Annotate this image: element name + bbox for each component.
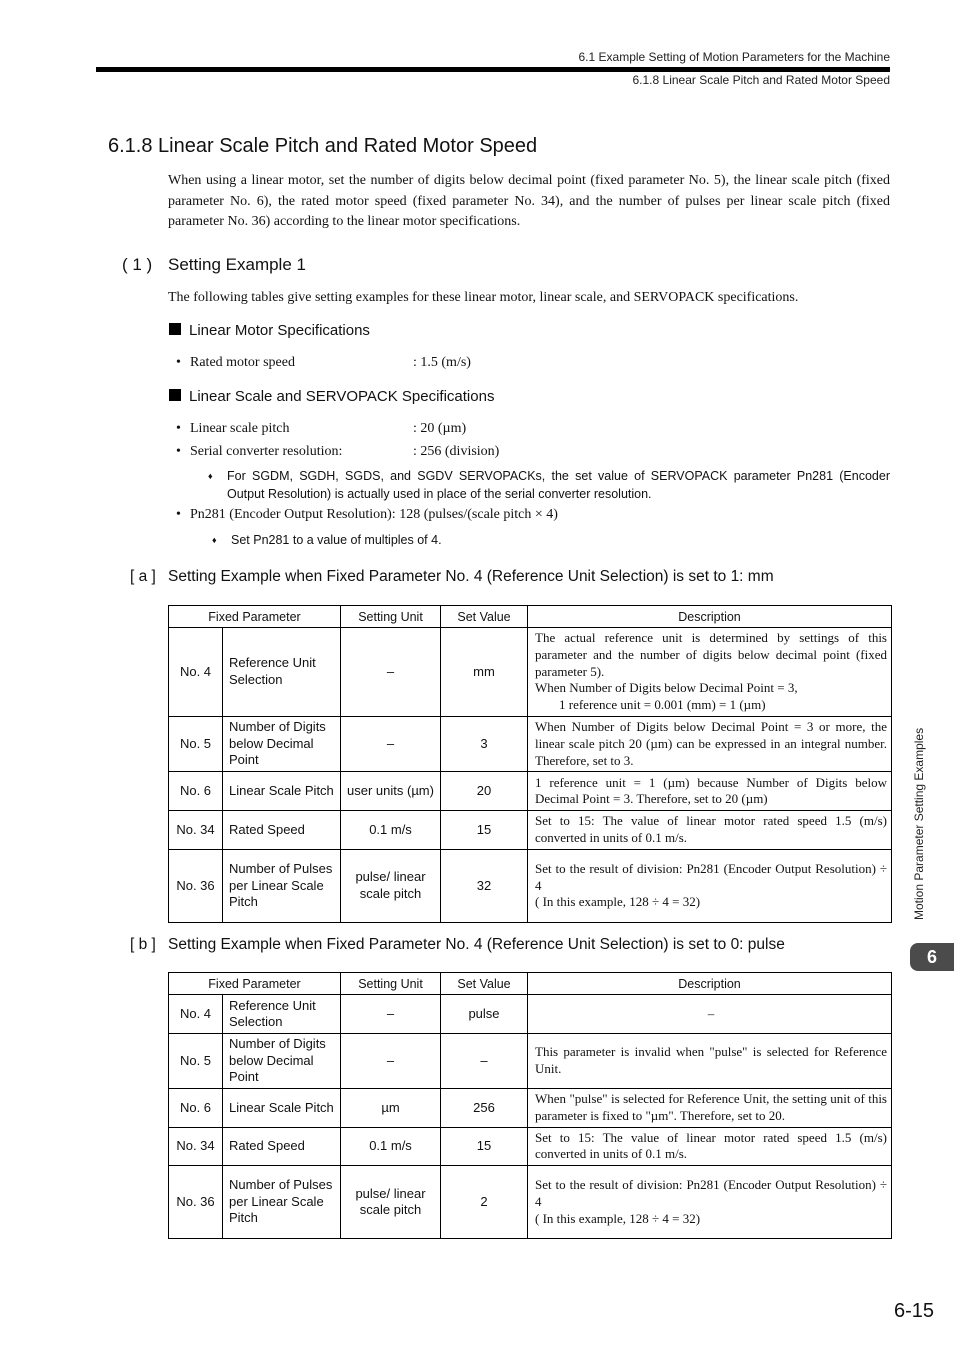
- spec-label: Linear scale pitch: [190, 421, 290, 436]
- spec-item-converter-resolution: [176, 444, 499, 460]
- spec-value: : 1.5 (m/s): [413, 355, 471, 370]
- table-a: [168, 605, 892, 923]
- description-line: The actual reference unit is determined by settings of this parameter and the number of digits below decimal point (fixed parameter 5).: [535, 630, 887, 679]
- col-fixed-parameter: Fixed Parameter: [169, 973, 341, 995]
- param-no: No. 6: [169, 1089, 223, 1128]
- table-row: [169, 995, 892, 1034]
- table-row: [169, 849, 892, 922]
- param-description: [528, 1166, 892, 1239]
- param-no: No. 4: [169, 628, 223, 717]
- param-unit: –: [341, 995, 441, 1034]
- note-pn281: [212, 531, 894, 549]
- square-bullet-icon: [169, 323, 181, 335]
- col-description: Description: [528, 606, 892, 628]
- running-header-subsection: 6.1.8 Linear Scale Pitch and Rated Motor Speed: [632, 73, 890, 87]
- param-value: pulse: [441, 995, 528, 1034]
- param-unit: –: [341, 1034, 441, 1089]
- col-set-value: Set Value: [441, 606, 528, 628]
- table-b-heading: [130, 936, 785, 954]
- param-no: No. 36: [169, 1166, 223, 1239]
- param-value: 2: [441, 1166, 528, 1239]
- spec-item-pn281: [176, 507, 558, 523]
- bullet-icon: •: [176, 421, 181, 436]
- example-number: ( 1 ): [122, 255, 153, 274]
- col-fixed-parameter: Fixed Parameter: [169, 606, 341, 628]
- scale-spec-heading: [169, 388, 494, 405]
- param-unit: –: [341, 716, 441, 771]
- example-title: Setting Example 1: [168, 255, 306, 274]
- param-name: Number of Pulses per Linear Scale Pitch: [223, 849, 341, 922]
- param-unit: 0.1 m/s: [341, 1127, 441, 1166]
- motor-spec-heading-text: Linear Motor Specifications: [189, 322, 370, 339]
- param-name: Number of Digits below Decimal Point: [223, 716, 341, 771]
- param-description: [528, 849, 892, 922]
- param-description: Set to 15: The value of linear motor rated speed 1.5 (m/s) converted in units of 0.1 m/s.: [528, 1127, 892, 1166]
- param-value: 32: [441, 849, 528, 922]
- param-name: Linear Scale Pitch: [223, 772, 341, 811]
- param-no: No. 34: [169, 811, 223, 850]
- col-setting-unit: Setting Unit: [341, 606, 441, 628]
- table-b: [168, 972, 892, 1239]
- param-unit: pulse/ linear scale pitch: [341, 849, 441, 922]
- header-rule: [96, 67, 890, 72]
- note-servopack: [208, 467, 890, 503]
- param-description: Set to 15: The value of linear motor rated speed 1.5 (m/s) converted in units of 0.1 m/s.: [528, 811, 892, 850]
- param-value: mm: [441, 628, 528, 717]
- diamond-bullet-icon: ♦: [208, 471, 213, 481]
- table-a-label: [ a ]: [130, 568, 156, 585]
- param-description: When "pulse" is selected for Reference Unit, the setting unit of this parameter is fixed to "µm". Therefore, set to 20.: [528, 1089, 892, 1128]
- example-heading: [122, 255, 306, 275]
- description-line: ( In this example, 128 ÷ 4 = 32): [535, 894, 701, 910]
- note-text: For SGDM, SGDH, SGDS, and SGDV SERVOPACKs, the set value of SERVOPACK parameter Pn281 (Encoder Output Resolution) is actually used in place of the serial converter resolution.: [227, 469, 890, 501]
- spec-value: : 20 (µm): [413, 421, 467, 436]
- param-name: Linear Scale Pitch: [223, 1089, 341, 1128]
- table-b-label: [ b ]: [130, 936, 156, 953]
- page-number: 6-15: [894, 1300, 935, 1322]
- param-value: 3: [441, 716, 528, 771]
- description-line: 1 reference unit = 0.001 (mm) = 1 (µm): [559, 697, 766, 713]
- param-value: 15: [441, 1127, 528, 1166]
- table-row: [169, 772, 892, 811]
- param-no: No. 6: [169, 772, 223, 811]
- param-no: No. 36: [169, 849, 223, 922]
- param-name: Number of Digits below Decimal Point: [223, 1034, 341, 1089]
- description-line: When Number of Digits below Decimal Point = 3,: [535, 680, 798, 696]
- param-no: No. 4: [169, 995, 223, 1034]
- param-description: This parameter is invalid when "pulse" is selected for Reference Unit.: [528, 1034, 892, 1089]
- bullet-icon: •: [176, 355, 181, 370]
- param-no: No. 5: [169, 716, 223, 771]
- diamond-bullet-icon: ♦: [212, 535, 217, 545]
- param-unit: user units (µm): [341, 772, 441, 811]
- note-text: Set Pn281 to a value of multiples of 4.: [231, 533, 442, 547]
- table-b-title: Setting Example when Fixed Parameter No. 4 (Reference Unit Selection) is set to 0: pulse: [168, 936, 785, 953]
- param-name: Reference Unit Selection: [223, 628, 341, 717]
- spec-label: Rated motor speed: [190, 355, 295, 370]
- param-value: 15: [441, 811, 528, 850]
- param-unit: 0.1 m/s: [341, 811, 441, 850]
- spec-text: Pn281 (Encoder Output Resolution): 128 (pulses/(scale pitch × 4): [190, 507, 558, 522]
- running-header-section: 6.1 Example Setting of Motion Parameters for the Machine: [578, 50, 890, 64]
- param-no: No. 34: [169, 1127, 223, 1166]
- col-set-value: Set Value: [441, 973, 528, 995]
- description-line: Set to the result of division: Pn281 (Encoder Output Resolution) ÷ 4: [535, 1176, 887, 1209]
- spec-label: Serial converter resolution:: [190, 444, 343, 459]
- table-row: [169, 628, 892, 717]
- param-value: –: [441, 1034, 528, 1089]
- section-title: 6.1.8 Linear Scale Pitch and Rated Motor Speed: [108, 135, 538, 157]
- description-line: Set to the result of division: Pn281 (Encoder Output Resolution) ÷ 4: [535, 860, 887, 893]
- spec-item-rated-speed: [176, 355, 471, 371]
- param-description: –: [528, 995, 892, 1034]
- table-a-heading: [130, 568, 774, 586]
- table-row: [169, 1166, 892, 1239]
- table-row: [169, 811, 892, 850]
- table-row: [169, 716, 892, 771]
- table-row: [169, 1034, 892, 1089]
- table-a-title: Setting Example when Fixed Parameter No. 4 (Reference Unit Selection) is set to 1: mm: [168, 568, 774, 585]
- spec-item-scale-pitch: [176, 421, 466, 437]
- description-line: ( In this example, 128 ÷ 4 = 32): [535, 1210, 701, 1226]
- param-description: [528, 628, 892, 717]
- scale-spec-heading-text: Linear Scale and SERVOPACK Specifications: [189, 388, 495, 405]
- table-row: [169, 1089, 892, 1128]
- table-header-row: [169, 973, 892, 995]
- param-no: No. 5: [169, 1034, 223, 1089]
- square-bullet-icon: [169, 389, 181, 401]
- param-description: When Number of Digits below Decimal Point = 3 or more, the linear scale pitch 20 (µm) can be expressed in an integral number. Therefore, set to 3.: [528, 716, 892, 771]
- side-tab-chapter-number: 6: [910, 943, 954, 971]
- side-tab-chapter-title: Motion Parameter Setting Examples: [912, 727, 926, 920]
- motor-spec-heading: [169, 322, 370, 339]
- param-description: 1 reference unit = 1 (µm) because Number of Digits below Decimal Point = 3. Therefore, set to 20 (µm): [528, 772, 892, 811]
- param-value: 20: [441, 772, 528, 811]
- col-setting-unit: Setting Unit: [341, 973, 441, 995]
- table-row: [169, 1127, 892, 1166]
- param-unit: µm: [341, 1089, 441, 1128]
- table-header-row: [169, 606, 892, 628]
- section-intro: When using a linear motor, set the number of digits below decimal point (fixed parameter No. 5), the linear scale pitch (fixed parameter No. 6), the rated motor speed (fixed parameter No. 34), and the number of pulses per linear scale pitch (fixed parameter No. 36) according to the linear motor specifications.: [168, 173, 890, 229]
- param-name: Number of Pulses per Linear Scale Pitch: [223, 1166, 341, 1239]
- param-unit: –: [341, 628, 441, 717]
- bullet-icon: •: [176, 444, 181, 459]
- param-value: 256: [441, 1089, 528, 1128]
- param-name: Reference Unit Selection: [223, 995, 341, 1034]
- bullet-icon: •: [176, 507, 181, 522]
- spec-value: : 256 (division): [413, 444, 500, 459]
- param-name: Rated Speed: [223, 1127, 341, 1166]
- param-name: Rated Speed: [223, 811, 341, 850]
- param-unit: pulse/ linear scale pitch: [341, 1166, 441, 1239]
- col-description: Description: [528, 973, 892, 995]
- example-intro: The following tables give setting examples for these linear motor, linear scale, and SERVOPACK specifications.: [168, 290, 799, 305]
